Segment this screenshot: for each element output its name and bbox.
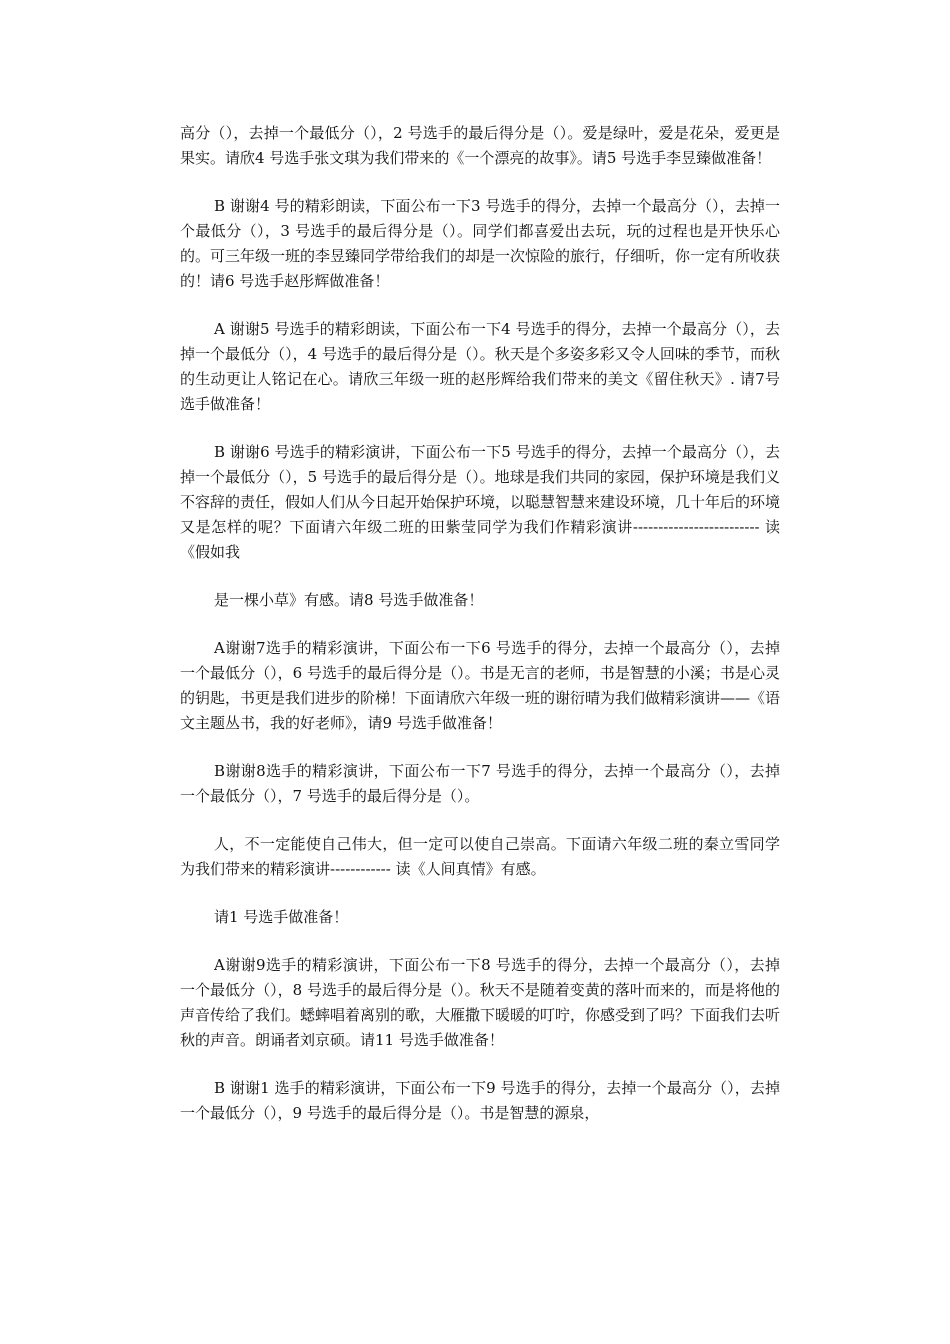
paragraph: 请1 号选手做准备！ — [214, 908, 349, 926]
paragraph: 人，不一定能使自己伟大，但一定可以使自己崇高。下面请六年级二班的秦立雪同学为我们带来的精彩演讲------------ 读《人间真情》有感。 — [180, 835, 780, 878]
paragraph: 是一棵小草》有感。请8 号选手做准备！ — [214, 591, 484, 609]
document-body — [180, 121, 780, 1149]
paragraph: B 谢谢6 号选手的精彩演讲，下面公布一下5 号选手的得分，去掉一个最高分（），去掉一个最低分（），5 号选手的最后得分是（）。地球是我们共同的家园，保护环境是我们义不容辞的责任，假如人们从今日起开始保护环境，以聪慧智慧来建设环境，几十年后的环境又是怎样的呢？下面请六年级二班的田紫莹同学为我们作精彩演讲------------------------- 读《假如我 — [180, 443, 781, 561]
paragraph: A 谢谢5 号选手的精彩朗读，下面公布一下4 号选手的得分，去掉一个最高分（），去掉一个最低分（），4 号选手的最后得分是（）。秋天是个多姿多彩又令人回味的季节，而秋的生动更让人铭记在心。请欣三年级一班的赵彤辉给我们带来的美文《留住秋天》. 请7号选手做准备！ — [180, 320, 780, 413]
paragraph: B谢谢8选手的精彩演讲，下面公布一下7 号选手的得分，去掉一个最高分（），去掉一个最低分（），7 号选手的最后得分是（）。 — [180, 762, 780, 805]
paragraph: B 谢谢1 选手的精彩演讲，下面公布一下9 号选手的得分，去掉一个最高分（），去掉一个最低分（），9 号选手的最后得分是（）。书是智慧的源泉， — [180, 1079, 780, 1122]
paragraph: 高分（），去掉一个最低分（），2 号选手的最后得分是（）。爱是绿叶，爱是花朵，爱更是果实。请欣4 号选手张文琪为我们带来的《一个漂亮的故事》。请5 号选手李昱臻做准备！ — [180, 124, 780, 167]
paragraph: A谢谢7选手的精彩演讲，下面公布一下6 号选手的得分，去掉一个最高分（），去掉一个最低分（），6 号选手的最后得分是（）。书是无言的老师，书是智慧的小溪；书是心灵的钥匙，书更是我们进步的阶梯！下面请欣六年级一班的谢衍晴为我们做精彩演讲——《语文主题丛书，我的好老师》，请9 号选手做准备！ — [180, 639, 781, 732]
paragraph: A谢谢9选手的精彩演讲，下面公布一下8 号选手的得分，去掉一个最高分（），去掉一个最低分（），8 号选手的最后得分是（）。秋天不是随着变黄的落叶而来的，而是将他的声音传给了我们。蟋蟀唱着离别的歌，大雁撒下暖暖的叮咛，你感受到了吗？下面我们去听秋的声音。朗诵者刘京硕。请11 号选手做准备！ — [180, 956, 781, 1049]
paragraph: B 谢谢4 号的精彩朗读，下面公布一下3 号选手的得分，去掉一个最高分（），去掉一个最低分（），3 号选手的最后得分是（）。同学们都喜爱出去玩，玩的过程也是开快乐心的。可三年级一班的李昱臻同学带给我们的却是一次惊险的旅行，仔细听，你一定有所收获的！请6 号选手赵彤辉做准备！ — [180, 197, 781, 290]
